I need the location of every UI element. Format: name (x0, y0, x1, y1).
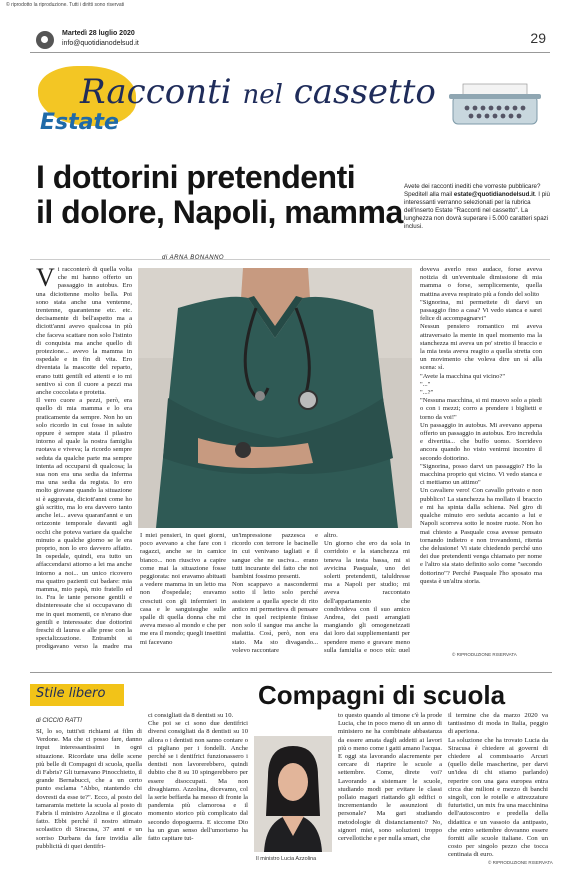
byline-divider (30, 259, 550, 260)
section-2-column-3: to questo quando al timone c'è la prode Lucia, che in poco meno di un anno di ministero ne ha combinate abbastanza da essere amata dagli addetti ai lavori più o meno come i gatti amano l'acqua. E oggi sta lavorando alacremente per cercare di riaprire le scuole a settembre. Come, direte voi? Lavorando a sistemare le scuole, studiando modi per evitare le classi pollaio magari riattando gli edifici o incrementando le assunzioni di personale? Ma gari studiando metodologie di distanciamento? No, signori miei, sono soluzioni troppo cervellotiche e per nulla smart, che (338, 712, 442, 843)
article-column-1-text: i racconterò di quella volta che mi hanno offerto un passaggio in autobus. Ero una diciottenne molto bella. Poi sono stata anche una ventenne, trentenne, quarantenne etc. etc. decisamente di bell'aspetto ma a diciott'anni avevo qualcosa in più che faceva scattare non solo l'istinto di conquista ma anche quello di protezione... avevo la mamma in ospedale e in fin di vita. Ero diventata la mascotte del reparto, erano tutti gentili ed attenti e io mi sentivo sì con il cuore a pezzi ma anche coccolata e protetta. Il vero cuore a pezzi, però, era quello di mia mamma e lo era praticamente da sempre. Non ho un solo ricordo in cui fosse in salute oppure è sempre stata il pilastro intorno al quale la nostra famiglia ruotava e viveva; la ricordo sempre seduta da qualche parte ma sempre intenta ad occuparsi di qualcosa; la sua non era una sedia da inferma ma una sedia da regista. Io ero molto giovane quando la situazione si è aggravata, diciott'anni come ho già scritto, ma lo era davvero tanto anche lei... aveva quarant'anni e un orizzonte temporale davanti agli occhi che poteva variare da qualche minuto a qualche giorno se le era proprio, non lo ero davvero affatto. In ospedale, quindi, era tutto un affaccendarsi attorno a lei ma anche intorno a noi... un unico ricovero ma quattro pazienti cui badare: mia mamma, mio papà, mio fratello ed io. Fra le tante persone gentili e disinteressate che si occupavano di me in quei momenti, ce n'erano due gentili e interessate: due dottorini freschi di laurea e alle prese con la specializzazione. Entrambi si prodigavano verso la madre ma (36, 266, 132, 650)
article-column-5: doveva averlo reso audace, forse aveva notizia di un'eventuale dimissione di mia mamma o forse, semplicemente, quella mattina aveva respirato più a fondo del solito "Signorina, mi permettete di darvi un passaggio fino a casa? Vi vedo stanca e sarei felice di accompagnarvi" Nessun pensiero romantico mi aveva attraversato la mente in quel momento ma la stanchezza mi aveva un po' stretto il braccio e la mia testa aveva reagito a quella stretta con un movimento che voleva dire un sì alla scena: sì. "Avete la macchina qui vicino?" "..." "...?" "Nessuna macchina, si mi muovo solo a piedi o con i mezzi; corro a prendere i biglietti e torno da voi!" Un passaggio in autobus. Mi avevano appena offerto un passaggio in autobus. Ero incredula e divertita... che buffo uomo. Sorridevo ancora quando ho visto venirmi incontro il secondo dottorino. "Signorina, posso darvi un passaggio? Ho la macchina proprio qui vicino. Vi vedo stanca e ci mettiamo un attimo" Un cavaliere vero! Con cavallo privato e non pubblico! La stanchezza ha mollato il braccio e mi ha spinta dalla schiena. Nel giro di qualche minuto ero seduta accanto a lui e Napoli scorreva sotto le nostre ruote. Non ho mai chiesto a Pasquale cosa avesse pensato tornando indietro e non trovandomi, ritenta che delusione! Vi state chiedendo perché uno dei due pretendenti venga chiamato per nome e l'altro sia stato definito solo come "secondo dottorino"? Perché Pasquale l'ho sposato ma questa è un'altra storia. (420, 266, 542, 585)
banner-estate-label: Estate (40, 110, 119, 135)
rubric-label: Stile libero (36, 686, 106, 701)
submission-info-box (404, 183, 552, 231)
section-2-column-2: ci consigliati da 8 dentisti su 10. Che poi se ci sono due dentifrici diversi consigliati da 8 dentisti su 10 allora o i dentisti non sanno contare o ci pigliano per i fondelli. Anche perché se i dentifrici funzionassero i dentisti non lavorerebbero, quindi dubito che 8 su 10 spingerebbero per essere disoccupati. Ma non divaghiamo. Azzolina, dicevamo, col la serie beffarda ha messo di fronte la pandemia più clamorosa e il momento storico più complicato dal secondo dopoguerra. E siccome Dio ha un gran senso dell'umorismo ha fatto capitare tut- (148, 712, 248, 843)
newspaper-logo-icon (36, 31, 54, 49)
article-column-4: altro. Un giorno che ero da sola in corridoio e la stanchezza mi teneva la testa bassa, mi si avvicina Pasquale, uno dei solerti pretendenti, taluldresse ma a Napoli per studio; mi aveva raccontato dell'appartamento che condivideva con il suo amico Andrea, dei pasti arrangiati mangiando gli omogeneizzati dai loro dai suppliementanti per spendere meno e gravare meno sulla famiglia e poco più; quel (324, 532, 410, 652)
copyright-line-2: © RIPRODUZIONE RISERVATA (488, 860, 553, 865)
section-banner-title (80, 72, 436, 112)
section-divider (30, 672, 552, 673)
typewriter-icon (445, 78, 543, 128)
minister-photo (254, 736, 332, 852)
minister-photo-caption: Il ministro Lucia Azzolina (256, 856, 317, 862)
copyright-line: © RIPRODUZIONE RISERVATA (452, 652, 517, 657)
banner-word-cassetto: cassetto (293, 72, 436, 112)
contact-email: info@quotidianodelsud.it (62, 40, 139, 47)
headline-line-2: il dolore, Napoli, mamma (36, 194, 403, 230)
article-byline: di ARNA BONANNO (162, 255, 225, 261)
article-headline (36, 160, 403, 230)
article-column-1 (36, 266, 132, 650)
section-2-headline: Compagni di scuola (258, 680, 506, 710)
section-2-column-1: SI, lo so, tutti'sti richiami ai film di Verdone. Ma che ci posso fare, danno input interessantissimi in ogni situazione. Ricordate una delle scene più belle di Compagni di scuola, quella di Fabris? Gli turnavano Pinocchietto, il grande Bernabucci, che a un certo punto esclama "Abbo, ntantendo chi dovresti da esse te?". Ecco, al posto del tamaramia mettete la scuola al posto di Fabris il ministro Azzolina e il giocato fatto. Ebbi perché il nostro stimato scolastico di Siracusa, 37 anni e un sorriso Durbans da fare invidia alle pubblicità di quei dentifri- (36, 728, 142, 850)
page-number: 29 (530, 30, 546, 46)
drop-cap: V (36, 266, 55, 292)
banner-word-racconti: Racconti (80, 72, 232, 112)
section-2-byline: di CICCIO RATTI (36, 718, 82, 724)
sidebox-email[interactable]: estate@quotidianodelsud.it (453, 191, 535, 198)
article-column-2: I miei pensieri, in quei giorni, poco avevano a che fare con i ragazzi, anche se in camice bianco... non riuscivo a capire come mai la situazione fosse peggiorata: noi eravamo abituati a vedere mamma in un letto ma non d'ospedale; eravamo cresciuti con gli infermieri in casa e le sanguisughe sulle spalle di quella donna che mi aveva messo al mondo e che per me era il mondo; quegli insettini mi facevano (140, 532, 226, 646)
copyright-notice: © riprodotto la riproduzione. Tutti i diritti sono riservati (6, 2, 125, 8)
doctor-photo (138, 268, 412, 528)
section-2-column-4: il termine che da marzo 2020 va tantissimo di moda in Italia, peggio di aperiona. La soluzione che ha trovato Lucia da Siracusa è chiedere ai governi di chiedere al commissario Arcuri (quello delle mascherine, per darvi un'idea di chi stiamo parlando) reperire con una gara europea entra circa due milioni e mezzo di banchi singoli, con le rotelle e attrezzature futuristici, un mix fra una macchinina dell'autoscontro e predella della didattica e un vassoio da antipasto, che entro settembre dovranno essere forniti alle scuole italiane. Con un costo per singolo pezzo che tocca centinaia di euro. (448, 712, 548, 858)
sidebox-text-1: Avete dei racconti inediti che vorreste pubblicare? Speditell alla mail (404, 183, 541, 198)
sidebox-text-2: . I più interessanti verranno selezionati per la rubrica dell'inserto Estate "Racconti nel cassetto". La lunghezza non dovrà superare i 5.000 caratteri spazi inclusi. (404, 191, 550, 230)
headline-line-1: I dottorini pretendenti (36, 159, 356, 195)
article-column-3: un'impressione pazzesca e ricordo con terrore le bacinelle in cui venivano tagliati e il sangue che ne usciva... erano tutti incurante del fatto che noi bambini fossimo presenti. Non scappavo a nascondermi sotto il letto solo perché assistere a quella specie di rito antico mi permetteva di pensare che in quel recipiente finisse non solo il sangue ma anche la malattia. Così, però, non era stato. Ma sto divagando... volevo raccontare (232, 532, 318, 652)
banner-word-nel: nel (242, 80, 283, 110)
issue-date: Martedì 28 luglio 2020 (62, 30, 135, 37)
header-divider (30, 52, 550, 53)
